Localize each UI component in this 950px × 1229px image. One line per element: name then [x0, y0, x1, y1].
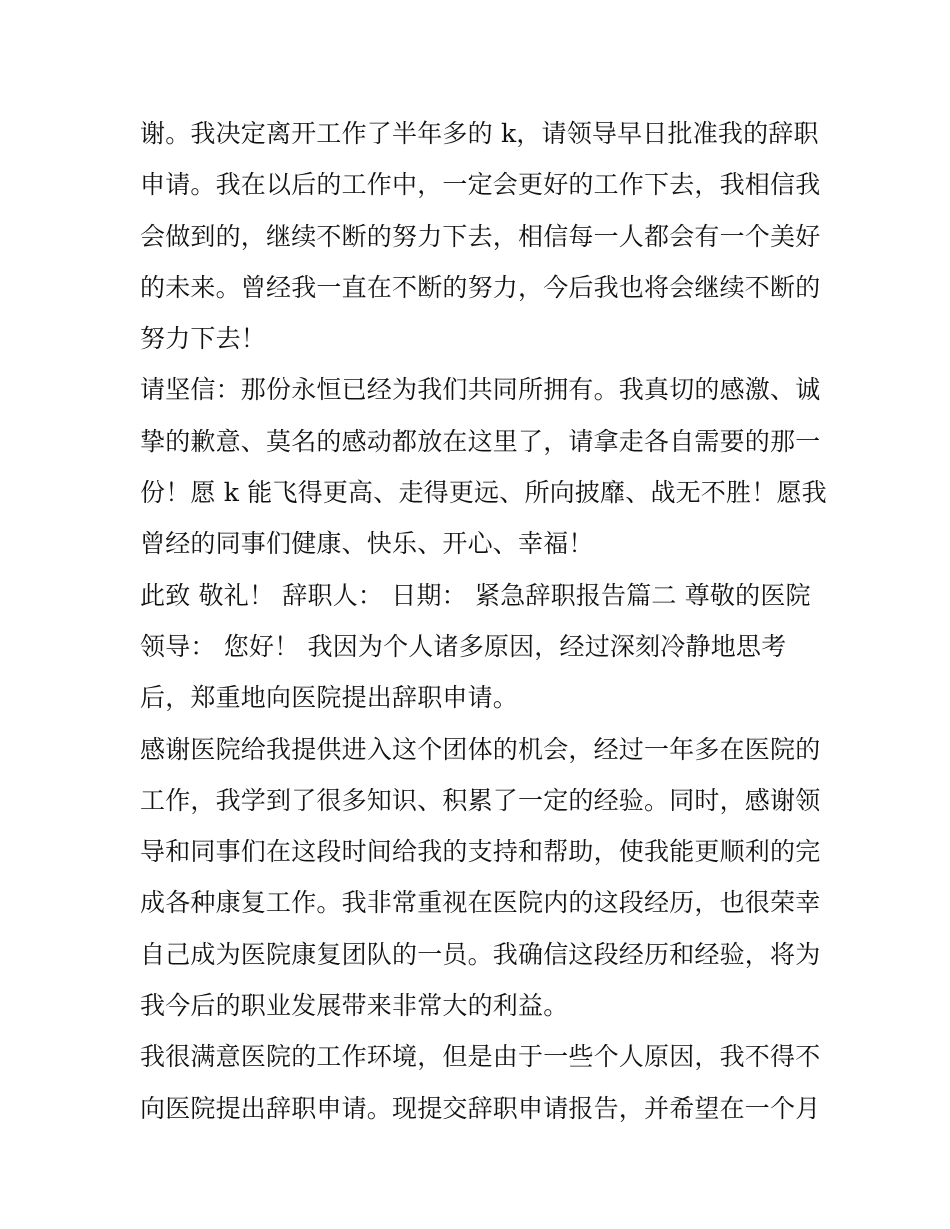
text-line: 此致 敬礼！ 辞职人： 日期： 紧急辞职报告篇二 尊敬的医院 [140, 580, 811, 610]
text-line: 会做到的，继续不断的努力下去，相信每一人都会有一个美好 [140, 221, 821, 251]
text-line: 谢。我决定离开工作了半年多的 k，请领导早日批准我的辞职 [140, 119, 819, 148]
text-line: 曾经的同事们健康、快乐、开心、幸福！ [140, 529, 594, 559]
text-line: 后，郑重地向医院提出辞职申请。 [140, 683, 519, 713]
text-line: 努力下去！ [140, 324, 267, 354]
text-line: 工作，我学到了很多知识、积累了一定的经验。同时，感谢领 [140, 785, 821, 815]
text-line: 导和同事们在这段时间给我的支持和帮助，使我能更顺利的完 [140, 837, 821, 867]
text-line: 领导： 您好！ 我因为个人诸多原因，经过深刻冷静地思考 [140, 631, 787, 661]
text-line: 成各种康复工作。我非常重视在医院内的这段经历，也很荣幸 [140, 888, 821, 918]
text-line: 挚的歉意、莫名的感动都放在这里了，请拿走各自需要的那一 [140, 426, 821, 456]
text-line: 份！愿 k 能飞得更高、走得更远、所向披靡、战无不胜！愿我 [140, 478, 827, 508]
document-body [140, 108, 827, 1134]
text-line: 请坚信：那份永恒已经为我们共同所拥有。我真切的感激、诚 [140, 375, 821, 405]
text-line: 我今后的职业发展带来非常大的利益。 [140, 991, 569, 1021]
text-line: 向医院提出辞职申请。现提交辞职申请报告，并希望在一个月 [140, 1093, 821, 1123]
text-line: 我很满意医院的工作环境，但是由于一些个人原因，我不得不 [140, 1042, 821, 1072]
text-line: 自己成为医院康复团队的一员。我确信这段经历和经验，将为 [140, 939, 821, 969]
text-line: 感谢医院给我提供进入这个团体的机会，经过一年多在医院的 [140, 734, 821, 764]
text-line: 的未来。曾经我一直在不断的努力，今后我也将会继续不断的 [140, 272, 821, 302]
text-line: 申请。我在以后的工作中，一定会更好的工作下去，我相信我 [140, 170, 821, 200]
